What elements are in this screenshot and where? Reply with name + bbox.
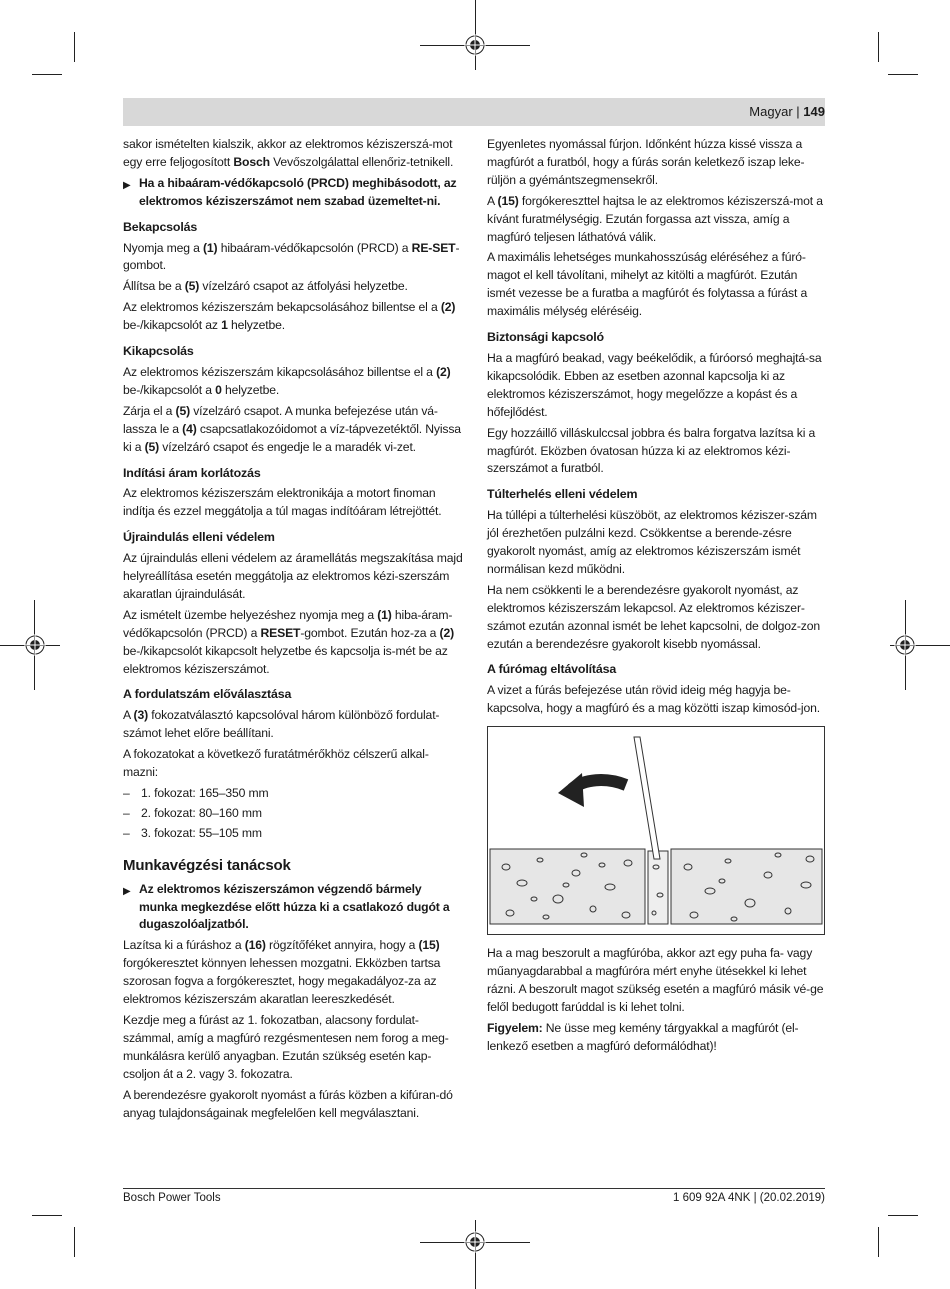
paragraph: Az elektromos kéziszerszám kikapcsolásához billentse el a (2) be-/kikapcsolót a 0 helyzetbe. xyxy=(123,364,451,397)
section-heading: Túlterhelés elleni védelem xyxy=(487,487,638,502)
paragraph: Az újraindulás elleni védelem az áramellátás megszakítása majd helyreállítása esetén meggátolja az elektromos kézi-szerszám akaratlan újraindulását. xyxy=(123,551,463,601)
section-heading: Bekapcsolás xyxy=(123,219,198,234)
warning-item: ▶ Ha a hibaáram-védőkapcsoló (PRCD) meghibásodott, az elektromos kéziszerszámot nem szabad üzemeltet-ni. xyxy=(123,175,463,211)
paragraph: sakor ismételten kialszik, akkor az elektromos kéziszerszá-mot egy erre feljogosított Bosch Vevőszolgálattal ellenőriz-tetnikell. xyxy=(123,137,454,169)
paragraph: Ha nem csökkenti le a berendezésre gyakorolt nyomást, az elektromos kéziszerszám lekapcsol. Az elektromos kéziszer-számot ezután azonnal ismét be lehet kapcsolni, de dolgoz-zon ezután a berendezésre gyakorolt kisebb nyomással. xyxy=(487,582,820,651)
header-language: Magyar xyxy=(749,104,793,119)
paragraph: Egyenletes nyomással fúrjon. Időnként húzza kissé vissza a magfúrót a furatból, hogy a fúrás során keletkező iszap leke-rüljön a gyémántszegmensekről. xyxy=(487,137,805,187)
section-heading: Biztonsági kapcsoló xyxy=(487,330,604,345)
core-removal-illustration xyxy=(487,726,825,935)
section-title: Munkavégzési tanácsok xyxy=(123,856,291,874)
left-column xyxy=(123,136,463,1125)
registration-mark-icon xyxy=(894,634,916,656)
paragraph: Ha a mag beszorult a magfúróba, akkor azt egy puha fa- vagy műanyagdarabbal a magfúróra mért enyhe ütésekkel ki lehet rázni. A beszorult magot szükség esetén a magfúró másik vé-ge felől bedugott farúddal is ki lehet tolni. xyxy=(487,946,824,1014)
crop-mark xyxy=(888,1215,918,1216)
warning-item: ▶ Az elektromos kéziszerszámon végzendő bármely munka megkezdése előtt húzza ki a csatlakozó dugót a dugaszolóaljzatból. xyxy=(123,881,463,935)
paragraph: A fokozatokat a következő furatátmérőkhöz célszerű alkal-mazni: xyxy=(123,747,429,780)
crop-mark xyxy=(74,1227,75,1257)
registration-mark-icon xyxy=(464,34,486,56)
section-heading: Kikapcsolás xyxy=(123,344,194,359)
bullet-triangle-icon: ▶ xyxy=(123,885,131,897)
section-heading: A fúrómag eltávolítása xyxy=(487,662,617,677)
paragraph: Nyomja meg a (1) hibaáram-védőkapcsolón (PRCD) a RE-SET-gombot. xyxy=(123,240,460,273)
list-item: – 1. fokozat: 165–350 mm xyxy=(123,786,269,800)
crop-mark xyxy=(878,1227,879,1257)
footer-brand: Bosch Power Tools xyxy=(123,1192,221,1204)
paragraph: Kezdje meg a fúrást az 1. fokozatban, alacsony fordulat-számmal, amíg a magfúró rezgésmentesen nem forog a meg-munkálásra kerülő anyagban. Ezután szükség esetén kap-csoljon át a 2. vagy 3. fokozatra. xyxy=(123,1012,449,1081)
right-column xyxy=(487,136,825,1059)
list-item: – 3. fokozat: 55–105 mm xyxy=(123,825,262,840)
footer-rule xyxy=(123,1188,825,1189)
paragraph: Az elektromos kéziszerszám elektronikája a motort finoman indítja és ezzel meggátolja a túl magas indítóáram létrejöttét. xyxy=(123,486,442,519)
paragraph: Egy hozzáillő villáskulccsal jobbra és balra forgatva lazítsa ki a magfúrót. Eközben óvatosan húzza ki az elektromos kézi-szerszámot a furatból. xyxy=(487,425,816,476)
paragraph: Lazítsa ki a fúráshoz a (16) rögzítőféket annyira, hogy a (15) forgókeresztet könnyen lehessen mozgatni. Ekközben tartsa szorosan fogva a forgókeresztet, hogy megakadályoz-za az elektromos kéziszerszám akaratlan leereszkedését. xyxy=(123,938,441,1007)
paragraph: Az elektromos kéziszerszám bekapcsolásához billentse el a (2) be-/kikapcsolót az 1 helyzetbe. xyxy=(123,300,456,333)
list-item: – 2. fokozat: 80–160 mm xyxy=(123,805,262,820)
core-removal-drawing xyxy=(488,727,824,934)
page-header xyxy=(749,104,825,119)
paragraph: A berendezésre gyakorolt nyomást a fúrás közben a kifúran-dó anyag tulajdonságainak megfelelően kell megválasztani. xyxy=(123,1087,453,1120)
crop-mark xyxy=(32,1215,62,1216)
paragraph: Ha túllépi a túlterhelési küszöböt, az elektromos kéziszer-szám jól érezhetően pulzálni kezd. Csökkentse a berende-zésre gyakorolt nyomást, amíg az elektromos kéziszerszám ismét normálisan kezd működni. xyxy=(487,508,817,576)
paragraph: Zárja el a (5) vízelzáró csapot. A munka befejezése után vá-lassza le a (4) csapcsatlakozóidomot a víz-tápvezetéktől. Nyissa ki a (5) vízelzáró csapot és engedje le a maradék vi-zet. xyxy=(123,403,461,454)
crop-mark xyxy=(32,74,62,75)
paragraph: Ha a magfúró beakad, vagy beékelődik, a fúróorsó meghajtá-sa kikapcsolódik. Ebben az esetben azonnal kapcsolja ki az elektromos kéziszerszámot, hogy megelőzze a kopást és a hőfejlődést. xyxy=(487,350,822,419)
header-separator: | xyxy=(796,104,800,119)
paragraph: Figyelem: Ne üsse meg kemény tárgyakkal a magfúrót (el-lenkező esetben a magfúró deformálódhat)! xyxy=(487,1020,799,1053)
section-heading: A fordulatszám előválasztása xyxy=(123,687,292,702)
crop-mark xyxy=(74,32,75,62)
footer-docnumber: 1 609 92A 4NK | (20.02.2019) xyxy=(673,1192,825,1204)
paragraph: A maximális lehetséges munkahosszúság eléréséhez a fúró-magot el kell távolítani, mihelyt az kitölti a magfúrót. Ezután ismét vezesse be a furatba a magfúrót és folytassa a fúrást a maximális mélység eléréséig. xyxy=(487,250,808,319)
paragraph: A (15) forgókereszttel hajtsa le az elektromos kéziszerszá-mot a kívánt furatmélységig. Ezután forgassa azt vissza, amíg a magfúró teljesen láthatóvá válik. xyxy=(487,193,823,244)
paragraph: Állítsa be a (5) vízelzáró csapot az átfolyási helyzetbe. xyxy=(123,279,408,294)
bullet-triangle-icon: ▶ xyxy=(123,179,131,191)
paragraph: A vizet a fúrás befejezése után rövid ideig még hagyja be-kapcsolva, hogy a magfúró és a mag közötti iszap kimosód-jon. xyxy=(487,683,820,716)
crop-mark xyxy=(888,74,918,75)
crop-mark xyxy=(878,32,879,62)
registration-mark-icon xyxy=(464,1231,486,1253)
paragraph: A (3) fokozatválasztó kapcsolóval három különböző fordulat-számot lehet előre beállítani. xyxy=(123,708,440,741)
page-number: 149 xyxy=(803,104,825,119)
section-heading: Újraindulás elleni védelem xyxy=(123,530,275,545)
registration-mark-icon xyxy=(24,634,46,656)
section-heading: Indítási áram korlátozás xyxy=(123,465,261,480)
header-band xyxy=(123,98,825,126)
paragraph: Az ismételt üzembe helyezéshez nyomja meg a (1) hiba-áram-védőkapcsolón (PRCD) a RESET-gombot. Ezután hoz-za a (2) be-/kikapcsolót kikapcsolt helyzetbe és kapcsolja is-mét be az elektromos kéziszerszámot. xyxy=(123,607,454,676)
